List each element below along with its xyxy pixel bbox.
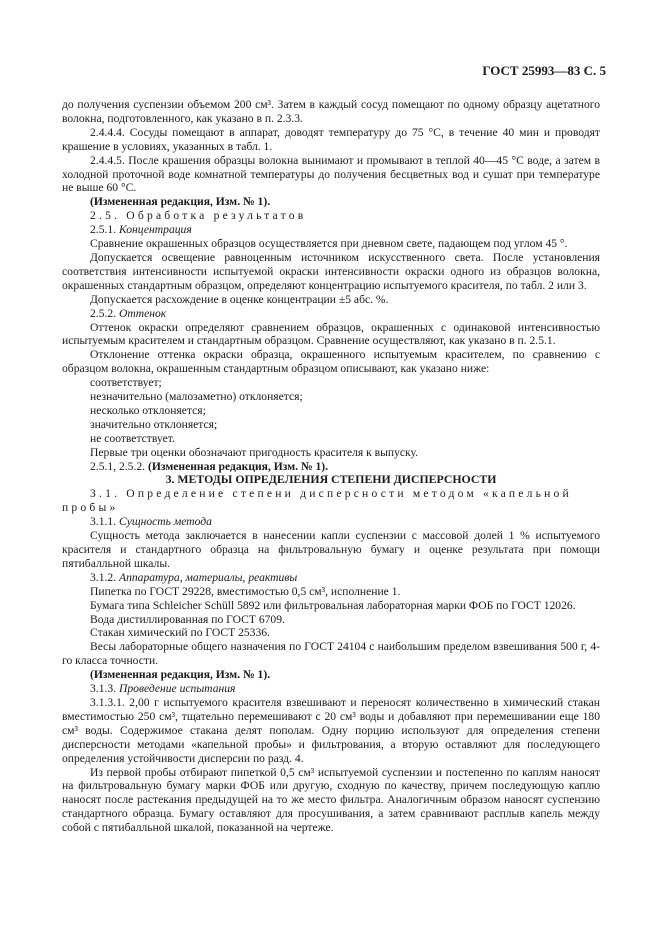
heading-number: 2.5.2. bbox=[90, 306, 119, 320]
heading-title: Оттенок bbox=[118, 306, 167, 320]
heading-number: 3.1.2. bbox=[90, 570, 119, 584]
list-item: незначительно (малозаметно) отклоняется; bbox=[90, 390, 303, 404]
heading-title: Концентрация bbox=[118, 223, 192, 237]
heading-number: 3.1.3. bbox=[90, 682, 119, 696]
heading-number: 3.1.1. bbox=[90, 515, 119, 529]
paragraph: Первые три оценки обозначают пригодность красителя к выпуску. bbox=[90, 445, 419, 459]
revision-text: (Измененная редакция, Изм. № 1). bbox=[147, 459, 329, 473]
section-title: 3. МЕТОДЫ ОПРЕДЕЛЕНИЯ СТЕПЕНИ ДИСПЕРСНОСТИ bbox=[165, 472, 497, 487]
list-item: несколько отклоняется; bbox=[90, 403, 206, 417]
revision-note: (Измененная редакция, Изм. № 1). bbox=[90, 668, 271, 682]
list-item: Весы лабораторные общего назначения по ГОСТ 24104 с наибольшим пределом взвешивания 500 г, 4-го класса точности. bbox=[62, 640, 600, 668]
paragraph: 2.4.4.4. Сосуды помещают в аппарат, доводят температуру до 75 °С, в течение 40 мин и проводят крашение в условиях, указанных в табл. 1. bbox=[62, 125, 600, 153]
list-item: не соответствует. bbox=[90, 431, 175, 445]
list-item: Пипетка по ГОСТ 29228, вместимостью 0,5 см³, исполнение 1. bbox=[90, 584, 401, 598]
paragraph: Допускается освещение равноценным источником искусственного света. После установления соответствия интенсивности испытуемой окраски интенсивности окраски одного из образцов волокна, окрашенных стандартным образцом, определяют концентрацию испытуемого красителя, по табл. 2 или 3. bbox=[62, 250, 600, 292]
document-body bbox=[62, 98, 600, 835]
paragraph: Оттенок окраски определяют сравнением образцов, окрашенных с одинаковой интенсивностью испытуемым красителем и стандартным образцом. Сравнение осуществляют, как указано в п. 2.5.1. bbox=[62, 320, 600, 348]
heading-title: Сущность метода bbox=[118, 515, 212, 529]
heading-number: 2.5.1. bbox=[90, 223, 119, 237]
paragraph: Сущность метода заключается в нанесении капли суспензии с массовой долей 1 % испытуемого красителя и стандартного образца на фильтровальную бумагу и оценке результата при помощи пятибалльной шкалы. bbox=[62, 529, 600, 570]
list-item: Вода дистиллированная по ГОСТ 6709. bbox=[90, 612, 285, 626]
paragraph: Из первой пробы отбирают пипеткой 0,5 см³ испытуемой суспензии и постепенно по каплям наносят на фильтровальную бумагу марки ФОБ или другую, сходную по качеству, причем последующую каплю наносят после растекания предыдущей на то же место фильтра. Аналогичным образом наносят суспензию стандартного образца. Бумагу оставляют для просушивания, а затем сравнивают расплыв капель между собой с пятибалльной шкалой, показанной на чертеже. bbox=[62, 765, 600, 835]
revision-note bbox=[62, 460, 600, 474]
list-item: Стакан химический по ГОСТ 25336. bbox=[90, 626, 270, 640]
heading-title: Проведение испытания bbox=[118, 682, 236, 696]
paragraph: до получения суспензии объемом 200 см³. Затем в каждый сосуд помещают по одному образцу ацетатного волокна, подготовленного, как указано в п. 2.3.3. bbox=[62, 98, 600, 125]
revision-prefix: 2.5.1, 2.5.2. bbox=[90, 459, 148, 473]
paragraph: Сравнение окрашенных образцов осуществляется при дневном свете, падающем под углом 45 °. bbox=[90, 237, 568, 251]
subsection-heading: 2.5. Обработка результатов bbox=[90, 209, 307, 223]
list-item: соответствует; bbox=[90, 376, 162, 390]
revision-note: (Измененная редакция, Изм. № 1). bbox=[90, 195, 271, 209]
paragraph: Допускается расхождение в оценке концентрации ±5 абс. %. bbox=[90, 292, 389, 306]
list-item: значительно отклоняется; bbox=[90, 417, 218, 431]
list-item: Бумага типа Schleicher Schüll 5892 или фильтровальная лабораторная марки ФОБ по ГОСТ 12026. bbox=[90, 598, 576, 612]
subsection-heading bbox=[62, 307, 600, 321]
subsection-heading bbox=[62, 682, 600, 696]
paragraph: Отклонение оттенка окраски образца, окрашенного испытуемым красителем, по сравнению с образцом волокна, окрашенным стандартным образцом описывают, как указано ниже: bbox=[62, 348, 600, 376]
subsection-heading bbox=[62, 571, 600, 585]
heading-title: Аппаратура, материалы, реактивы bbox=[118, 570, 298, 584]
page-header bbox=[482, 63, 606, 79]
subsection-heading bbox=[62, 223, 600, 237]
paragraph: 3.1.3.1. 2,00 г испытуемого красителя взвешивают и переносят количественно в химический стакан вместимостью 250 см³, тщательно перемешивают с 20 см³ воды и добавляют при перемешивании еще 180 см³ воды. Содержимое стакана делят пополам. Одну порцию используют для определения степени дисперсности методами «капельной пробы» и фильтрования, а вторую оставляют для последующего определения устойчивости дисперсии по разд. 4. bbox=[62, 695, 600, 765]
subsection-heading: 3.1. Определение степени дисперсности методом «капельной пробы» bbox=[62, 487, 572, 515]
paragraph: 2.4.4.5. После крашения образцы волокна вынимают и промывают в теплой 40—45 °С воде, а затем в холодной проточной воде комнатной температуры до получения бесцветных вод и сушат при температуре не выше 60 °С. bbox=[62, 153, 600, 195]
subsection-heading bbox=[62, 515, 600, 529]
page-label: ГОСТ 25993—83 С. 5 bbox=[482, 63, 606, 78]
